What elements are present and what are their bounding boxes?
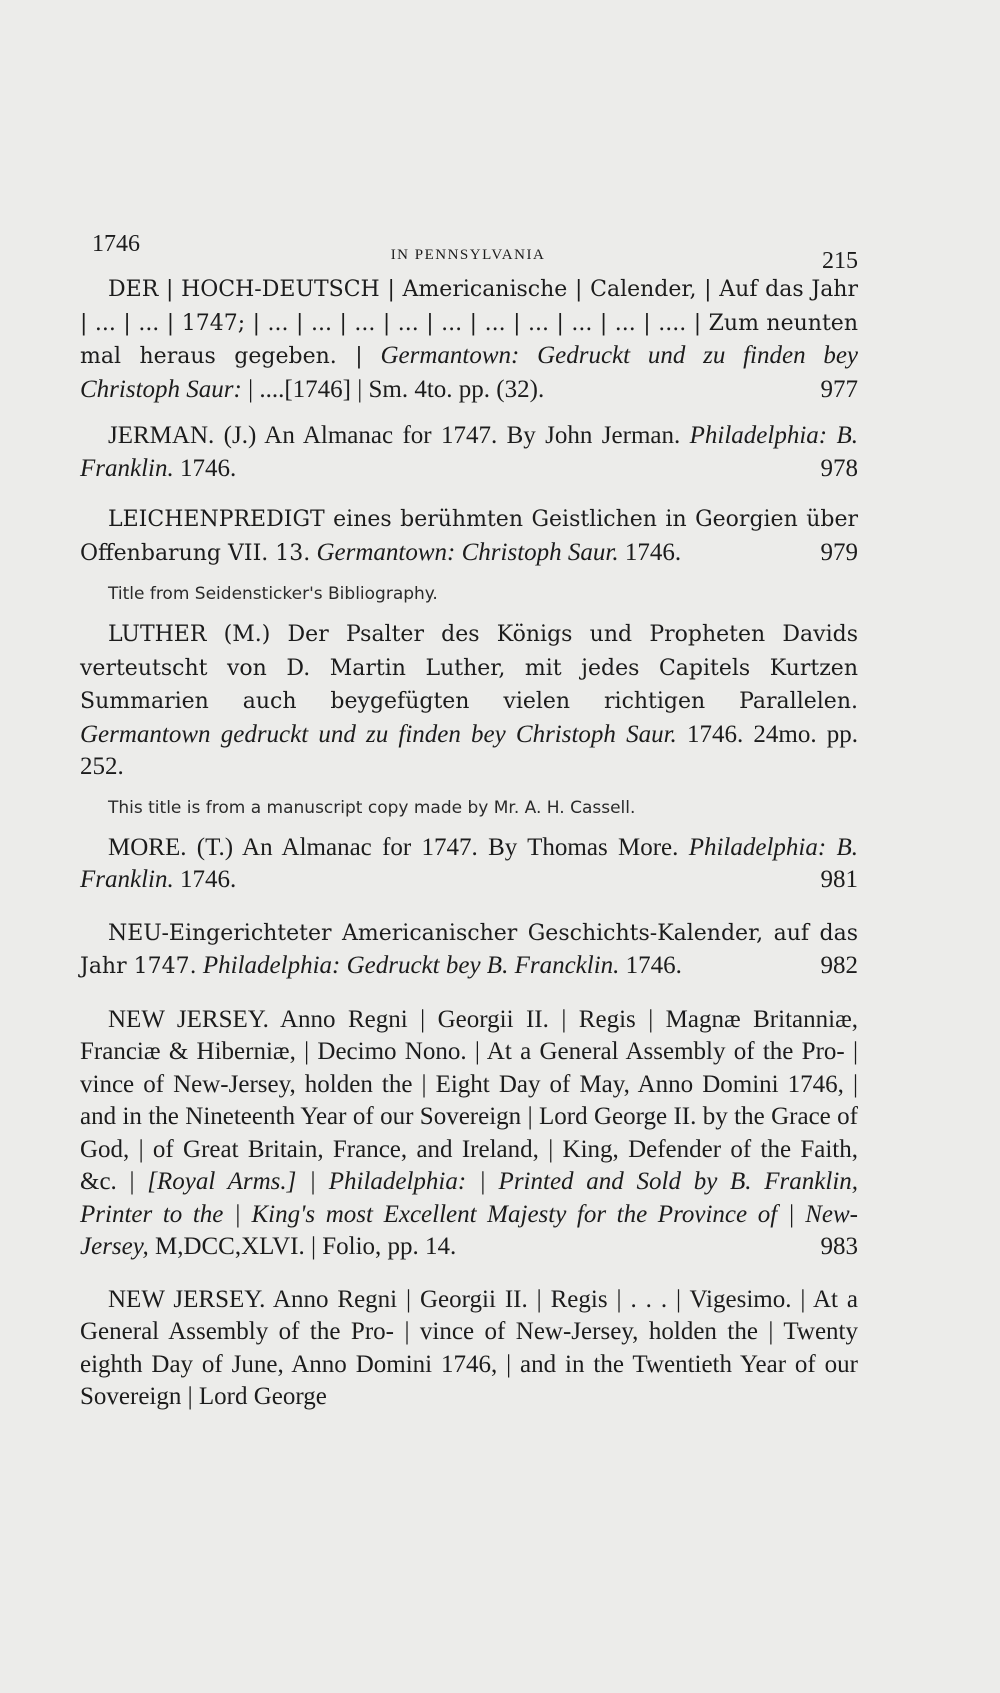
bibliographic-note: Title from Seidensticker's Bibliography. (108, 584, 438, 604)
entry-tail: 1746. (180, 866, 237, 893)
entry-imprint: Germantown: Gedruckt und zu finden bey Christoph Saur: (80, 342, 859, 403)
entry-text: LEICHENPREDIGT eines berühmten Geistlichen in Georgien über Offenbarung VII. 13. (80, 507, 858, 566)
entry-number: 982 (820, 952, 858, 979)
entry-number: 979 (820, 538, 858, 566)
entry-980 (78, 618, 858, 784)
entry-984 (78, 1284, 858, 1414)
entry-text: NEU-Eingerichteter Americanischer Geschichts-Kalender, auf das Jahr 1747. (80, 920, 858, 979)
entry-imprint: Philadelphia: B. Franklin. (80, 422, 859, 482)
page-header (78, 225, 858, 273)
entry-tail: M,DCC,XLVI. | Folio, pp. 14. (154, 1233, 457, 1260)
entry-tail: 1746. (624, 538, 682, 566)
entry-imprint: Philadelphia: B. Franklin. (80, 833, 859, 893)
book-page (78, 225, 858, 1414)
entry-979 (78, 503, 858, 570)
entry-number: 977 (820, 375, 858, 403)
entry-number: 981 (820, 866, 858, 893)
entry-imprint: Germantown: Christoph Saur. (316, 538, 619, 566)
entry-text: NEW JERSEY. Anno Regni | Georgii II. | Regis | . . . | Vigesimo. | At a General Assembly of the Pro- | vince of New-Jersey, holden the | Twenty eighth Day of June, Anno Domini 1746, | and in the Twentieth Year of our Sovereign | Lord George (80, 1285, 858, 1410)
entry-imprint: Philadelphia: Gedruckt bey B. Francklin. (202, 952, 620, 979)
header-year: 1746 (92, 231, 140, 257)
entry-tail: 1746. (180, 454, 237, 482)
entry-978 (78, 420, 858, 485)
entry-982 (78, 917, 858, 984)
entry-tail: 1746. (625, 952, 682, 979)
entry-imprint: Germantown gedruckt und zu finden bey Christoph Saur. (80, 720, 677, 748)
entry-text: LUTHER (M.) Der Psalter des Königs und Propheten Davids verteutscht von D. Martin Luther, mit jedes Capitels Kurtzen Summarien auch beygefügten vielen richtigen Parallelen. (80, 622, 858, 714)
entry-text: MORE. (T.) An Almanac for 1747. By Thomas More. (108, 833, 679, 861)
running-title: IN PENNSYLVANIA (390, 247, 546, 263)
entry-text: JERMAN. (J.) An Almanac for 1747. By John Jerman. (108, 422, 681, 449)
entry-number: 983 (820, 1233, 858, 1260)
entry-tail: | ....[1746] | Sm. 4to. pp. (32). (248, 375, 545, 403)
entry-text: DER | HOCH-DEUTSCH | Americanische | Calender, | Auf das Jahr | ... | ... | 1747; | ... | ... | ... | ... | ... | ... | ... | ... | ... | .... | Zum neunten mal heraus gegeben. | (80, 277, 858, 369)
entry-text: NEW JERSEY. Anno Regni | Georgii II. | Regis | Magnæ Britanniæ, Franciæ & Hiberniæ, | Decimo Nono. | At a General Assembly of the Pro- | vince of New-Jersey, holden the | Eight Day of May, Anno Domini 1746, | and in the Nineteenth Year of our Sovereign | Lord George II. by the Grace of God, | of Great Britain, France, and Ireland, | King, Defender of the Faith, &c. | (80, 1005, 858, 1195)
entry-tail: 1746. 24mo. pp. 252. (80, 720, 858, 780)
bibliographic-note: This title is from a manuscript copy made by Mr. A. H. Cassell. (108, 797, 636, 818)
entry-number: 978 (820, 454, 858, 482)
entry-977 (78, 273, 858, 406)
entry-imprint: [Royal Arms.] | Philadelphia: | Printed and Sold by B. Franklin, Printer to the | King's most Excellent Majesty for the Province of | New-Jersey, (80, 1168, 859, 1260)
entry-981 (78, 832, 858, 897)
entry-983 (78, 1004, 858, 1264)
page-number: 215 (822, 248, 858, 274)
